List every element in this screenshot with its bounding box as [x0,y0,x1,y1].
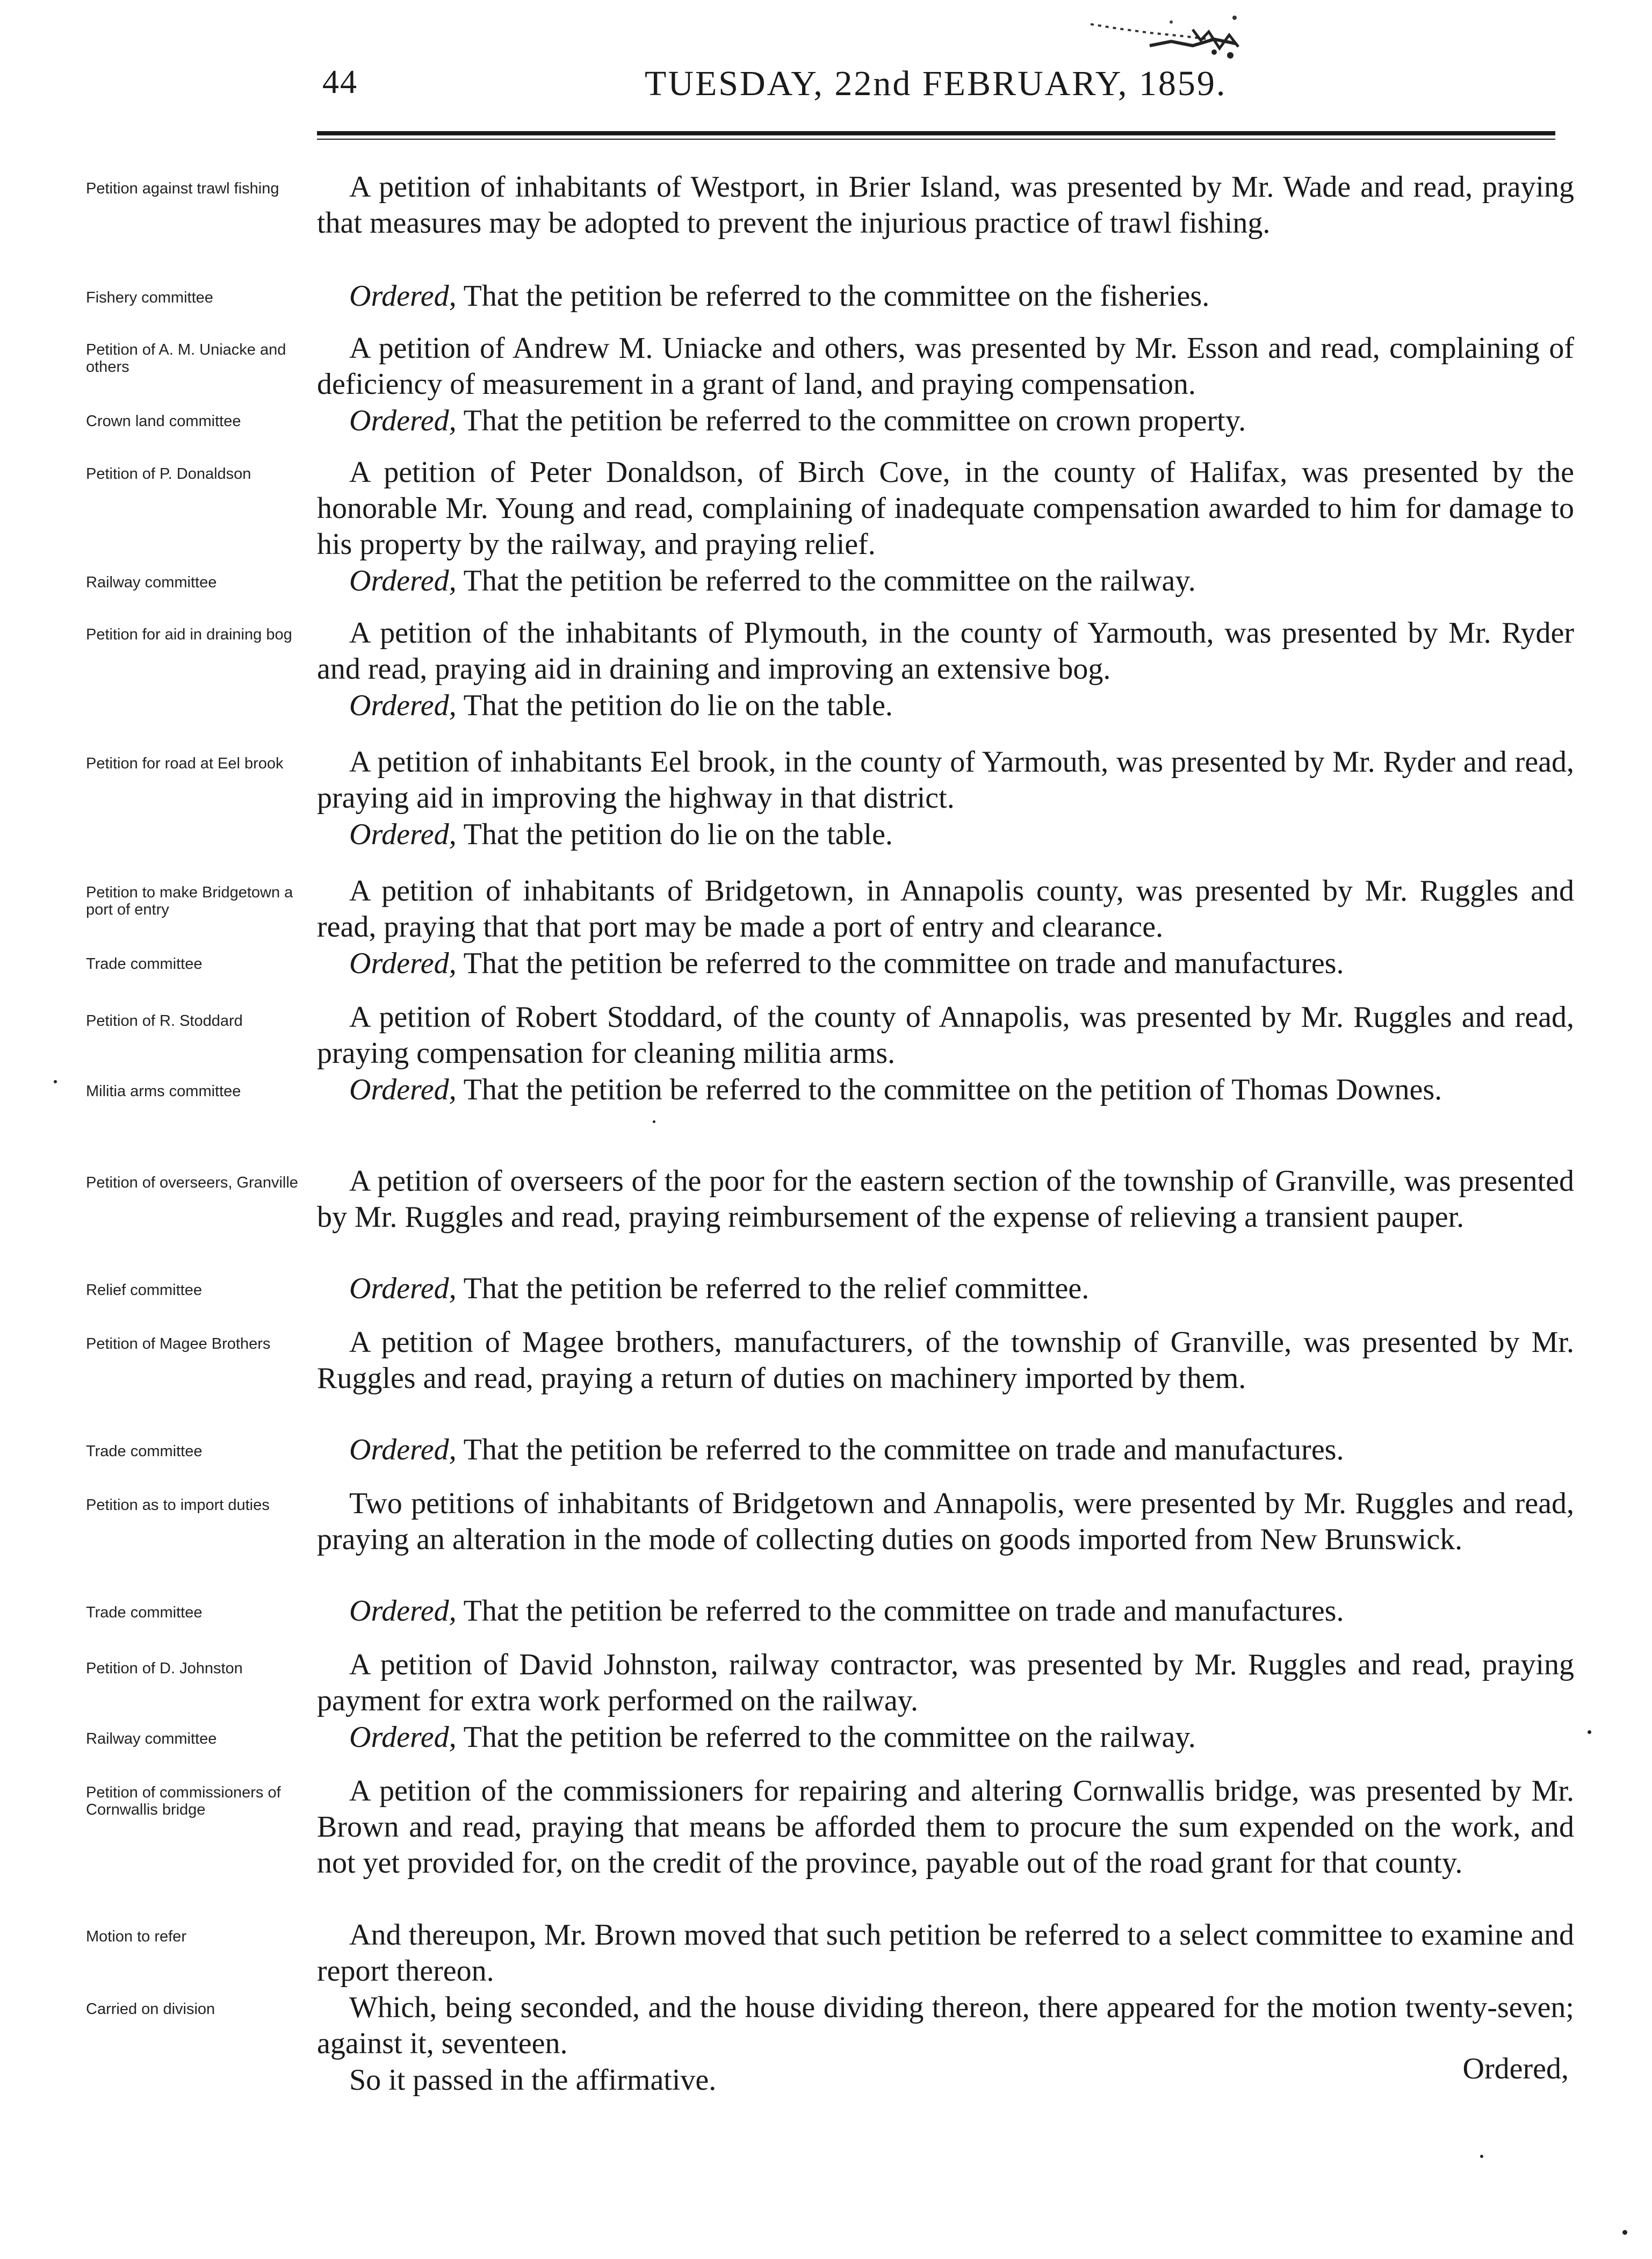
ink-smudge-mark [1085,8,1246,67]
entry-text: That the petition be referred to the committee on trade and manufactures. [463,947,1344,980]
margin-note: Petition of A. M. Uniacke and others [86,341,286,376]
ordered-label: Ordered, [349,1721,457,1754]
entry-paragraph [317,1072,1574,1108]
print-speck [1622,2230,1627,2235]
entry-paragraph [317,1432,1574,1468]
entry-text: Two petitions of inhabitants of Bridgetown and Annapolis, were presented by Mr. Ruggles and read, praying an alteration in the mode of collecting duties on goods imported from New Brunswick. [317,1487,1574,1556]
ordered-label: Ordered, [349,279,457,313]
ordered-label: Ordered, [349,404,457,437]
entry-text: That the petition be referred to the relief committee. [463,1272,1090,1305]
entry-paragraph [317,873,1574,945]
entry-text: And thereupon, Mr. Brown moved that such petition be referred to a select committee to examine and report thereon. [317,1918,1574,1988]
entry-paragraph [317,1163,1574,1235]
header-rule-thin [317,139,1555,140]
margin-note: Petition as to import duties [86,1497,270,1514]
margin-note: Railway committee [86,574,217,591]
entry-text: That the petition be referred to the committee on the railway. [463,1721,1196,1754]
print-speck [1480,2155,1483,2158]
entry-text: That the petition be referred to the committee on crown property. [463,404,1246,437]
entry-text: That the petition be referred to the committee on the railway. [463,564,1196,598]
margin-note: Militia arms committee [86,1083,241,1100]
entry-text: That the petition be referred to the committee on the petition of Thomas Downes. [463,1073,1442,1106]
entry-text: A petition of Magee brothers, manufacturers, of the township of Granville, was presented by Mr. Ruggles and read, praying a return of duties on machinery imported by them. [317,1326,1574,1395]
ordered-label: Ordered, [349,1272,457,1305]
margin-note: Crown land committee [86,413,241,430]
entry-paragraph [317,1990,1574,2062]
margin-note: Relief committee [86,1282,202,1299]
margin-note: Fishery committee [86,289,213,306]
entry-paragraph [317,403,1574,439]
entry-paragraph [317,1917,1574,1989]
entry-paragraph [317,946,1574,982]
entry-paragraph [317,330,1574,402]
entry-paragraph [317,817,1574,853]
margin-note: Carried on division [86,2001,215,2018]
margin-note: Trade committee [86,1604,203,1621]
entry-text: A petition of Peter Donaldson, of Birch Cove, in the county of Halifax, was presented by the honorable Mr. Young and read, complaining of inadequate compensation awarded to him for damage to his property by the railway, and praying relief. [317,456,1574,561]
entry-text: A petition of inhabitants Eel brook, in the county of Yarmouth, was presented by Mr. Ryder and read, praying aid in improving the highway in that district. [317,745,1574,815]
entry-paragraph [317,1647,1574,1719]
margin-note: Petition of overseers, Granville [86,1174,298,1191]
entry-paragraph [317,744,1574,816]
ordered-label: Ordered, [349,1594,457,1628]
entry-text: A petition of Robert Stoddard, of the county of Annapolis, was presented by Mr. Ruggles and read, praying compensation for cleaning militia arms. [317,1001,1574,1070]
margin-note: Trade committee [86,955,203,973]
margin-note: Petition against trawl fishing [86,180,279,197]
print-speck [1588,1730,1591,1734]
margin-note: Trade committee [86,1443,203,1460]
entry-text: A petition of inhabitants of Westport, in Brier Island, was presented by Mr. Wade and read, praying that measures may be adopted to prevent the injurious practice of trawl fishing. [317,170,1574,240]
entry-paragraph [317,1593,1574,1629]
entry-paragraph [317,1773,1574,1881]
entry-text: That the petition do lie on the table. [463,689,893,722]
margin-note: Petition of R. Stoddard [86,1012,243,1030]
ordered-label: Ordered, [349,564,457,598]
entry-text: A petition of overseers of the poor for the eastern section of the township of Granville, was presented by Mr. Ruggles and read, praying reimbursement of the expense of relieving a transient pauper. [317,1164,1574,1234]
header-rule [317,131,1555,135]
entry-paragraph [317,1325,1574,1397]
entry-text: A petition of the inhabitants of Plymouth, in the county of Yarmouth, was presented by Mr. Ryder and read, praying aid in draining and improving an extensive bog. [317,616,1574,686]
ordered-label: Ordered, [349,1433,457,1466]
entry-paragraph [317,455,1574,563]
margin-note: Petition of commissioners of Cornwallis bridge [86,1784,281,1818]
ordered-label: Ordered, [349,818,457,851]
ordered-label: Ordered, [349,689,457,722]
entry-paragraph [317,1271,1574,1307]
margin-note: Motion to refer [86,1928,186,1945]
entry-text: A petition of the commissioners for repairing and altering Cornwallis bridge, was presented by Mr. Brown and read, praying that means be afforded them to procure the sum expended on the work, and not yet provided for, on the credit of the province, payable out of the road grant for that county. [317,1774,1574,1880]
margin-note: Petition of Magee Brothers [86,1335,271,1352]
entry-paragraph [317,1486,1574,1558]
entry-paragraph [317,563,1574,599]
ordered-label: Ordered, [349,1073,457,1106]
page-date-heading: TUESDAY, 22nd FEBRUARY, 1859. [645,64,1227,103]
entry-paragraph [317,615,1574,687]
entry-paragraph [317,999,1574,1071]
catchword: Ordered, [1462,2052,1569,2085]
margin-note: Petition for road at Eel brook [86,755,284,772]
entry-paragraph [317,688,1574,724]
print-speck [653,1120,655,1123]
margin-note: Petition of D. Johnston [86,1660,243,1677]
entry-paragraph [317,278,1574,314]
margin-note: Petition to make Bridgetown a port of entry [86,884,293,918]
margin-note: Petition of P. Donaldson [86,465,251,483]
entry-text: That the petition be referred to the committee on trade and manufactures. [463,1594,1344,1628]
ordered-label: Ordered, [349,947,457,980]
entry-text: That the petition be referred to the committee on the fisheries. [463,279,1210,313]
entry-text: A petition of Andrew M. Uniacke and others, was presented by Mr. Esson and read, complaining of deficiency of measurement in a grant of land, and praying compensation. [317,332,1574,401]
entry-paragraph [317,1720,1574,1756]
entry-text: That the petition be referred to the committee on trade and manufactures. [463,1433,1344,1466]
margin-note: Petition for aid in draining bog [86,626,292,643]
entry-paragraph [317,169,1574,241]
margin-note: Railway committee [86,1730,217,1747]
entry-paragraph [317,2062,1574,2098]
print-speck [54,1080,57,1083]
entry-text: That the petition do lie on the table. [463,818,893,851]
entry-text: A petition of inhabitants of Bridgetown, in Annapolis county, was presented by Mr. Ruggles and read, praying that that port may be made a port of entry and clearance. [317,874,1574,944]
entry-text: Which, being seconded, and the house dividing thereon, there appeared for the motion twenty-seven; against it, seventeen. [317,1991,1574,2060]
entry-text: A petition of David Johnston, railway contractor, was presented by Mr. Ruggles and read, praying payment for extra work performed on the railway. [317,1648,1574,1717]
page-number: 44 [322,64,358,100]
entry-text: So it passed in the affirmative. [349,2063,717,2097]
